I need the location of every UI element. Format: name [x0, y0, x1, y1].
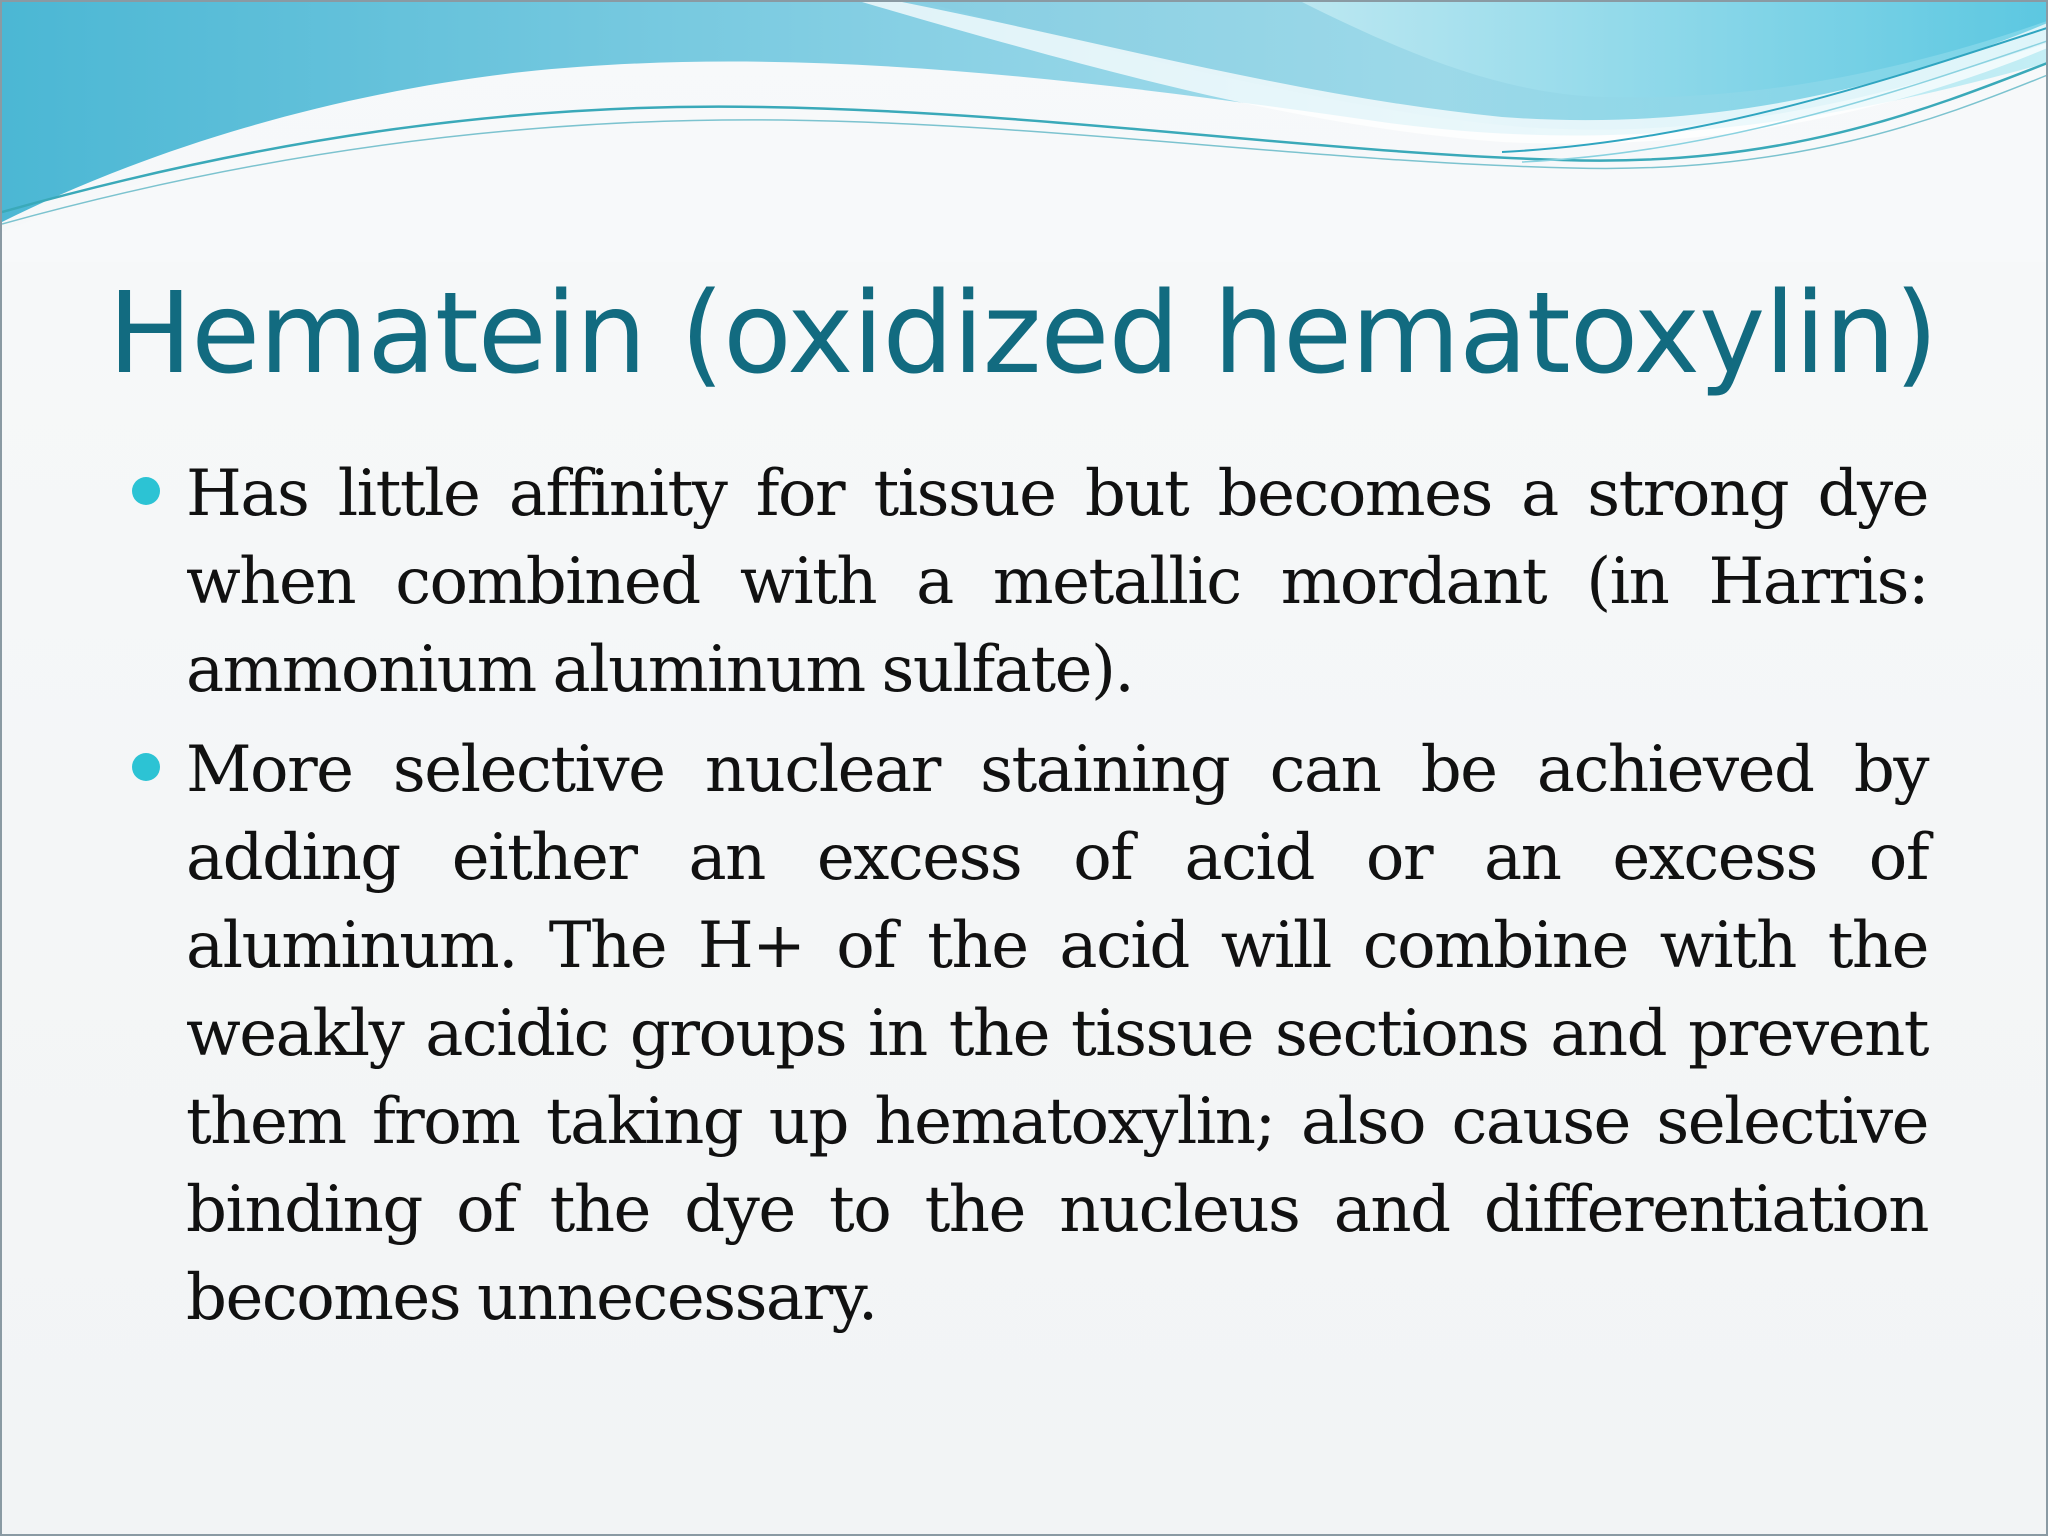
- bullet-item: [132, 450, 1928, 714]
- header-wave-decoration: [2, 2, 2048, 262]
- bullet-list: [132, 450, 1928, 1354]
- bullet-dot-icon: [132, 477, 160, 505]
- bullet-item: [132, 726, 1928, 1342]
- bullet-text: More selective nuclear staining can be achieved by adding either an excess of acid or an excess of aluminum. The H+ of the acid will combine with the weakly acidic groups in the tissue sections and prevent them from taking up hematoxylin; also cause selective binding of the dye to the nucleus and differentiation becomes unnecessary.: [186, 733, 1928, 1335]
- slide-title: Hematein (oxidized hematoxylin): [108, 269, 1938, 399]
- bullet-dot-icon: [132, 753, 160, 781]
- bullet-text: Has little affinity for tissue but becomes a strong dye when combined with a metallic mordant (in Harris: ammonium aluminum sulfate).: [186, 457, 1928, 707]
